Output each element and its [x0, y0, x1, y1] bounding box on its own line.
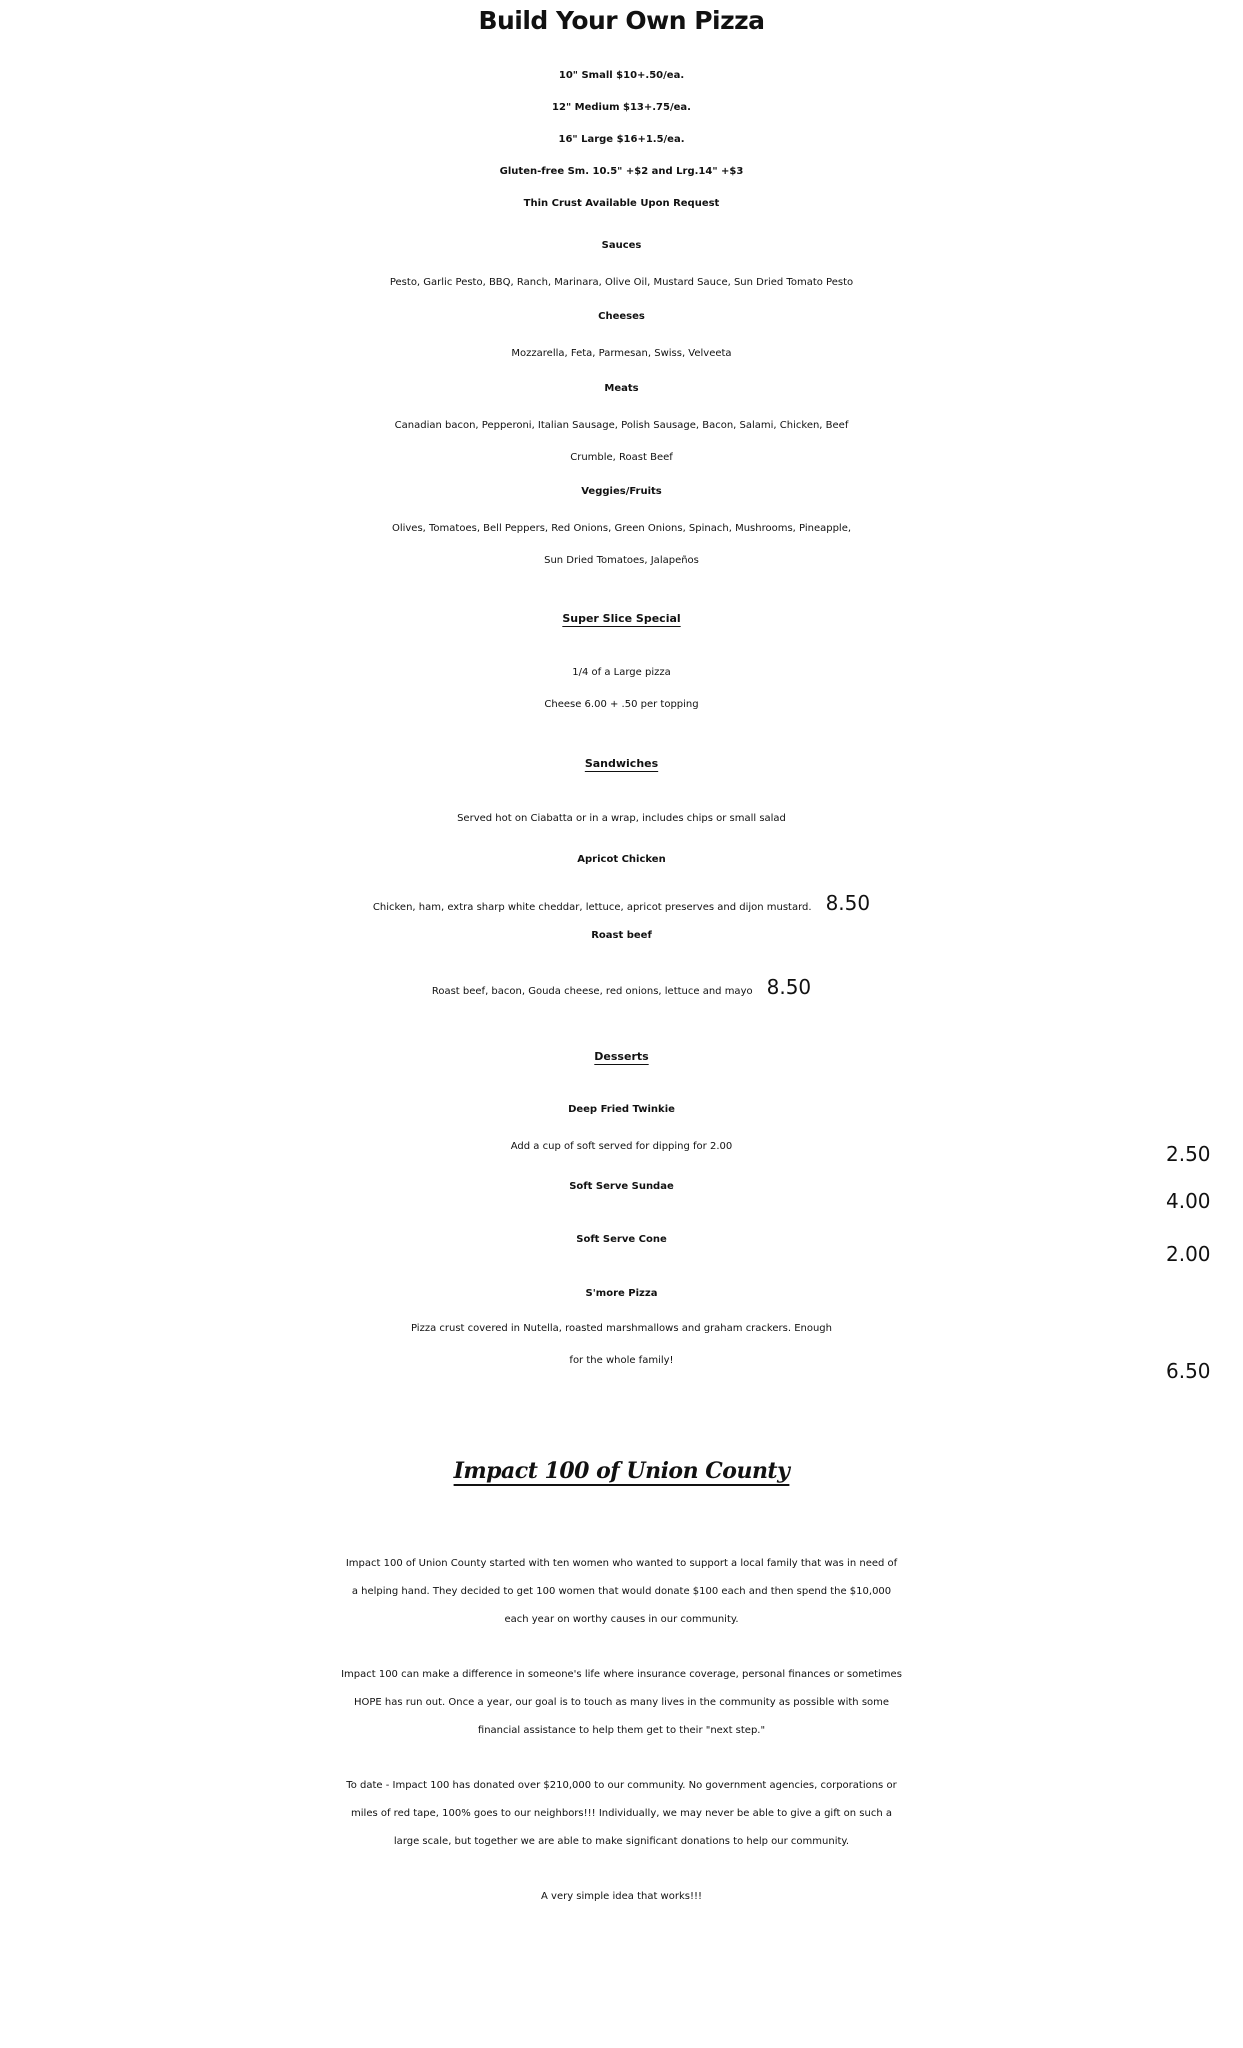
sauces-list: Pesto, Garlic Pesto, BBQ, Ranch, Marinara, Olive Oil, Mustard Sauce, Sun Dried Tomato Pesto	[389, 277, 854, 288]
sauces-heading: Sauces	[601, 240, 642, 251]
cone-price: 2.00	[1166, 1242, 1211, 1266]
smore-pizza-name: S'more Pizza	[585, 1288, 658, 1299]
roast-beef-price: 8.50	[766, 975, 812, 999]
veggies-heading: Veggies/Fruits	[581, 486, 662, 497]
cone-name: Soft Serve Cone	[576, 1234, 667, 1245]
twinkie-price: 2.50	[1166, 1142, 1211, 1166]
impact-paragraph-3-line-3: large scale, but together we are able to make significant donations to help our community.	[393, 1836, 850, 1847]
sandwiches-intro: Served hot on Ciabatta or in a wrap, includes chips or small salad	[457, 813, 786, 824]
desserts-heading: Desserts	[594, 1050, 649, 1063]
apricot-chicken-row	[0, 891, 1243, 915]
size-line-medium: 12" Medium $13+.75/ea.	[552, 102, 691, 113]
veggies-list-line-2: Sun Dried Tomatoes, Jalapeños	[544, 555, 699, 566]
page-title: Build Your Own Pizza	[478, 6, 765, 35]
twinkie-desc: Add a cup of soft served for dipping for 2.00	[510, 1141, 733, 1152]
smore-pizza-desc-line-1: Pizza crust covered in Nutella, roasted marshmallows and graham crackers. Enough	[411, 1323, 832, 1334]
apricot-chicken-desc: Chicken, ham, extra sharp white cheddar, lettuce, apricot preserves and dijon mustard.	[372, 902, 812, 913]
impact-paragraph-2-line-1: Impact 100 can make a difference in someone's life where insurance coverage, personal finances or sometimes	[341, 1669, 902, 1680]
roast-beef-desc: Roast beef, bacon, Gouda cheese, red onions, lettuce and mayo	[431, 986, 753, 997]
meats-list-line-2: Crumble, Roast Beef	[570, 452, 673, 463]
impact-heading: Impact 100 of Union County	[453, 1458, 790, 1484]
meats-heading: Meats	[604, 383, 639, 394]
cheeses-heading: Cheeses	[598, 311, 645, 322]
veggies-list-line-1: Olives, Tomatoes, Bell Peppers, Red Onions, Green Onions, Spinach, Mushrooms, Pineapple,	[391, 523, 852, 534]
smore-pizza-price: 6.50	[1166, 1359, 1211, 1383]
super-slice-line-2: Cheese 6.00 + .50 per topping	[544, 699, 699, 710]
apricot-chicken-price: 8.50	[825, 891, 871, 915]
apricot-chicken-name: Apricot Chicken	[577, 854, 666, 865]
roast-beef-row	[0, 975, 1243, 999]
impact-paragraph-1-line-1: Impact 100 of Union County started with ten women who wanted to support a local family that was in need of	[345, 1558, 898, 1569]
thin-crust-note: Thin Crust Available Upon Request	[523, 198, 720, 209]
impact-paragraph-3-line-2: miles of red tape, 100% goes to our neighbors!!! Individually, we may never be able to give a gift on such a	[351, 1808, 892, 1819]
sandwiches-heading: Sandwiches	[584, 757, 659, 770]
super-slice-heading: Super Slice Special	[562, 612, 681, 625]
size-line-gluten-free: Gluten-free Sm. 10.5" +$2 and Lrg.14" +$3	[499, 166, 744, 177]
twinkie-name: Deep Fried Twinkie	[568, 1104, 675, 1115]
sundae-name: Soft Serve Sundae	[569, 1181, 674, 1192]
impact-closing-line: A very simple idea that works!!!	[541, 1891, 702, 1902]
impact-paragraph-2-line-2: HOPE has run out. Once a year, our goal is to touch as many lives in the community as possible with some	[353, 1697, 890, 1708]
sundae-price: 4.00	[1166, 1189, 1211, 1213]
super-slice-line-1: 1/4 of a Large pizza	[572, 667, 671, 678]
impact-paragraph-3-line-1: To date - Impact 100 has donated over $210,000 to our community. No government agencies, corporations or	[346, 1780, 897, 1791]
impact-paragraph-2-line-3: financial assistance to help them get to their "next step."	[477, 1725, 766, 1736]
smore-pizza-desc-line-2: for the whole family!	[569, 1355, 674, 1366]
size-line-small: 10" Small $10+.50/ea.	[558, 70, 685, 81]
roast-beef-name: Roast beef	[591, 930, 652, 941]
impact-paragraph-1-line-2: a helping hand. They decided to get 100 women that would donate $100 each and then spend the $10,000	[351, 1586, 892, 1597]
size-line-large: 16" Large $16+1.5/ea.	[558, 134, 685, 145]
impact-paragraph-1-line-3: each year on worthy causes in our community.	[504, 1614, 739, 1625]
meats-list-line-1: Canadian bacon, Pepperoni, Italian Sausage, Polish Sausage, Bacon, Salami, Chicken, Beef	[394, 420, 849, 431]
cheeses-list: Mozzarella, Feta, Parmesan, Swiss, Velveeta	[511, 348, 732, 359]
